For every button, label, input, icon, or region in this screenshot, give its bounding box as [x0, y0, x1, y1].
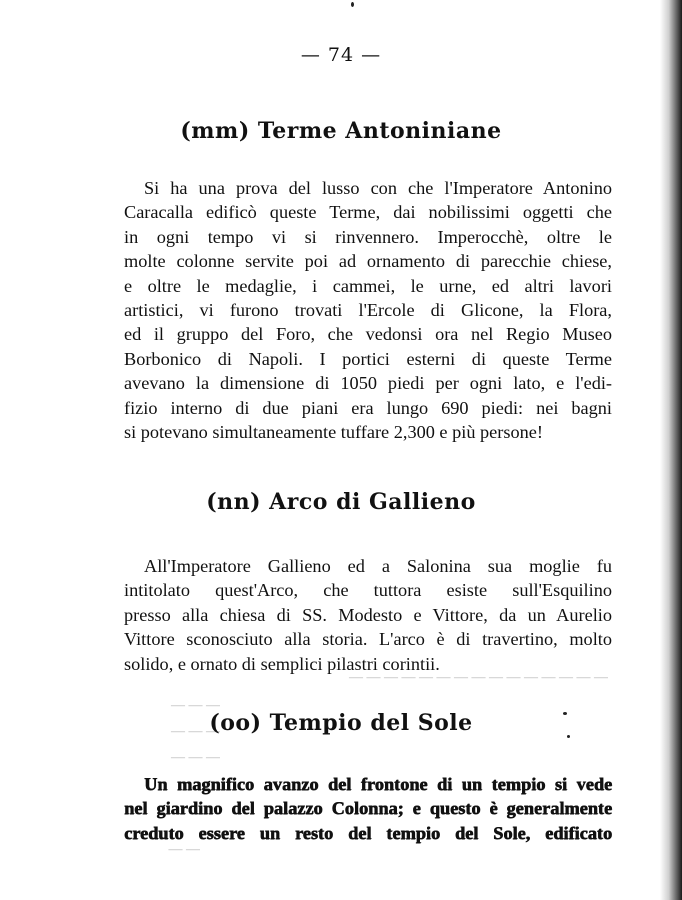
text-line: solido, e ornato di semplici pilastri corintii. [124, 653, 440, 674]
bleed-through-text: — — — [171, 698, 220, 712]
text-line: e oltre le medaglie, i cammei, le urne, ed altri lavori [124, 275, 612, 296]
bleed-through-text: — — — [171, 724, 220, 738]
text-line: presso alla chiesa di SS. Modesto e Vittore, da un Aurelio [124, 604, 612, 625]
scan-speck [351, 2, 354, 7]
text-line: molte colonne servite poi ad ornamento di parecchie chiese, [124, 251, 612, 272]
text-line: creduto essere un resto del tempio del Sole, edificato [124, 822, 612, 843]
section-paragraph [124, 772, 612, 845]
section-heading: (mm) Terme Antoniniane [180, 118, 502, 144]
text-line: ed il gruppo del Foro, che vedonsi ora nel Regio Museo [124, 324, 612, 345]
section-paragraph [124, 554, 612, 676]
section-heading: (oo) Tempio del Sole [209, 710, 473, 736]
text-line: in ogni tempo vi si rinvennero. Imperocchè, oltre le [124, 226, 612, 247]
text-line: si potevano simultaneamente tuffare 2,300 e più persone! [124, 422, 543, 443]
section-paragraph [124, 176, 612, 444]
text-line: intitolato quest'Arco, che tuttora esiste sull'Esquilino [124, 580, 612, 601]
page-number: — 74 — [300, 44, 382, 66]
text-line: avevano la dimensione di 1050 piedi per ogni lato, e l'edi- [124, 373, 612, 394]
text-line: Un magnifico avanzo del frontone di un tempio si vede [144, 774, 612, 794]
section-heading: (nn) Arco di Gallieno [206, 489, 476, 515]
text-line: Vittore sconosciuto alla storia. L'arco è di travertino, molto [124, 629, 612, 650]
text-line: All'Imperatore Gallieno ed a Salonina sua moglie fu [144, 556, 612, 576]
text-line: nel giardino del palazzo Colonna; e questo è generalmente [124, 798, 612, 819]
bleed-through-text: — — — [171, 750, 220, 764]
text-line: artistici, vi furono trovati l'Ercole di Glicone, la Flora, [124, 300, 612, 321]
text-line: Borbonico di Napoli. I portici esterni di queste Terme [124, 348, 612, 369]
text-line: fizio interno di due piani era lungo 690 piedi: nei bagni [124, 397, 612, 418]
text-line: Si ha una prova del lusso con che l'Imperatore Antonino [144, 178, 612, 198]
text-line: Caracalla edificò queste Terme, dai nobilissimi oggetti che [124, 202, 612, 223]
bleed-through-text: — — [168, 842, 200, 856]
bleed-through-text: — — — — — — — — — — — — — — — [349, 670, 608, 684]
